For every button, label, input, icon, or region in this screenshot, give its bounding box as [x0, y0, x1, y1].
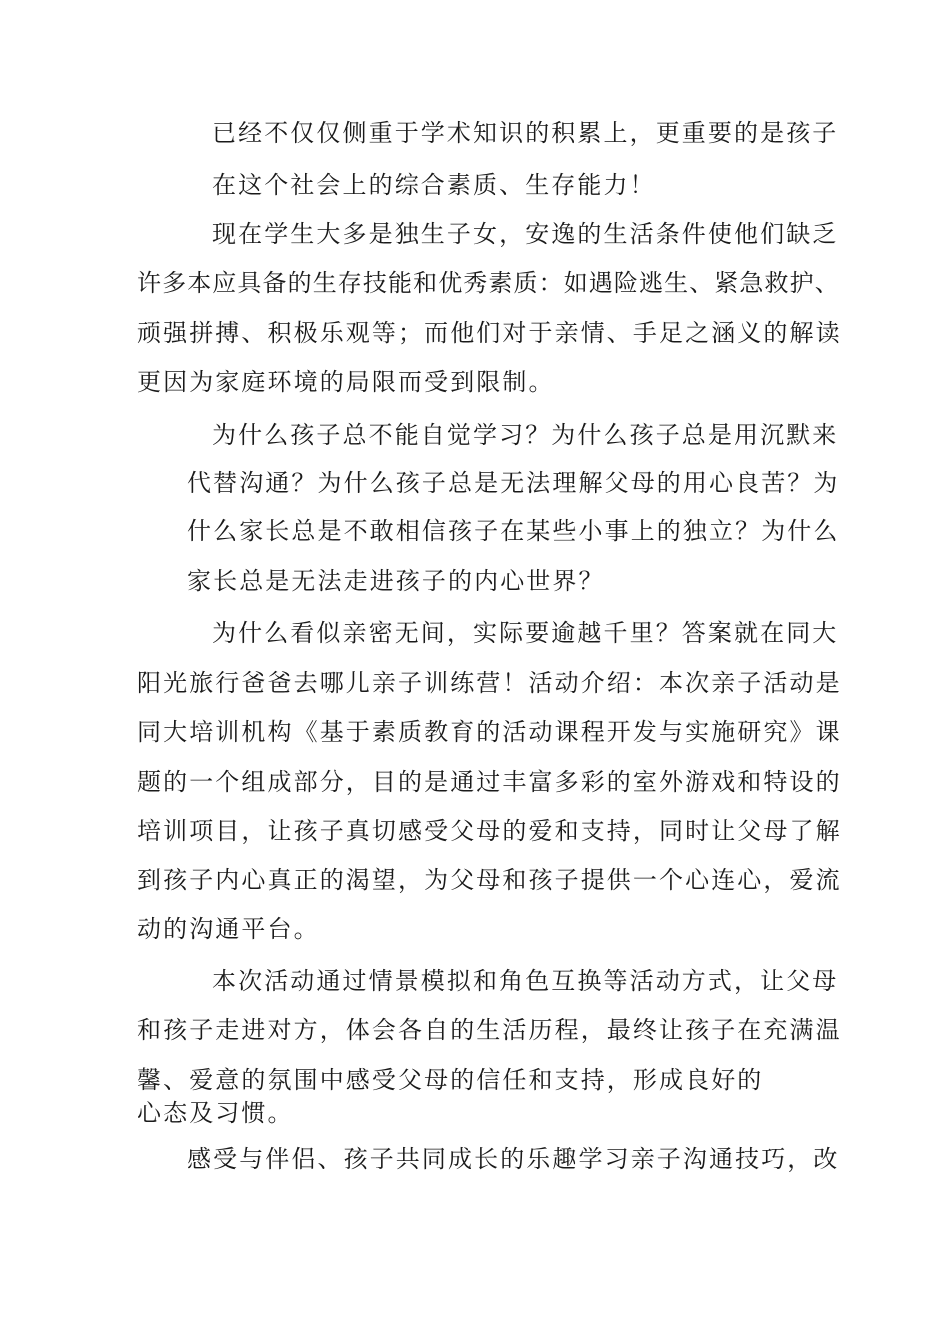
text-line: 心态及习惯。 [137, 1099, 294, 1127]
text-line: 动的沟通平台。 [137, 915, 320, 943]
text-line: 本次活动通过情景模拟和角色互换等活动方式，让父母 [212, 967, 839, 995]
text-line: 许多本应具备的生存技能和优秀素质：如遇险逃生、紧急救护、 [137, 269, 840, 297]
text-line: 已经不仅仅侧重于学术知识的积累上，更重要的是孩子 [212, 119, 839, 147]
text-line: 什么家长总是不敢相信孩子在某些小事上的独立？为什么 [187, 517, 840, 545]
text-line: 在这个社会上的综合素质、生存能力！ [212, 171, 656, 199]
text-line: 为什么看似亲密无间，实际要逾越千里？答案就在同大 [212, 619, 839, 647]
text-line: 顽强拼搏、积极乐观等；而他们对于亲情、手足之涵义的解读 [137, 319, 842, 347]
text-line: 家长总是无法走进孩子的内心世界？ [187, 567, 605, 595]
text-line: 和孩子走进对方，体会各自的生活历程，最终让孩子在充满温 [137, 1016, 842, 1044]
text-line: 现在学生大多是独生子女，安逸的生活条件使他们缺乏 [212, 220, 839, 248]
text-line: 阳光旅行爸爸去哪儿亲子训练营！活动介绍：本次亲子活动是 [137, 669, 842, 697]
text-line: 感受与伴侣、孩子共同成长的乐趣学习亲子沟通技巧，改 [187, 1145, 840, 1173]
text-line: 同大培训机构《基于素质教育的活动课程开发与实施研究》课 [137, 718, 842, 746]
text-line: 到孩子内心真正的渴望，为父母和孩子提供一个心连心，爱流 [137, 866, 842, 894]
text-line: 培训项目，让孩子真切感受父母的爱和支持，同时让父母了解 [137, 817, 842, 845]
text-line: 代替沟通？为什么孩子总是无法理解父母的用心良苦？为 [187, 469, 840, 497]
text-line: 馨、爱意的氛围中感受父母的信任和支持，形成良好的 [137, 1066, 764, 1094]
text-line: 更因为家庭环境的局限而受到限制。 [137, 368, 555, 396]
text-line: 为什么孩子总不能自觉学习？为什么孩子总是用沉默来 [212, 421, 839, 449]
text-line: 题的一个组成部分，目的是通过丰富多彩的室外游戏和特设的 [137, 768, 842, 796]
